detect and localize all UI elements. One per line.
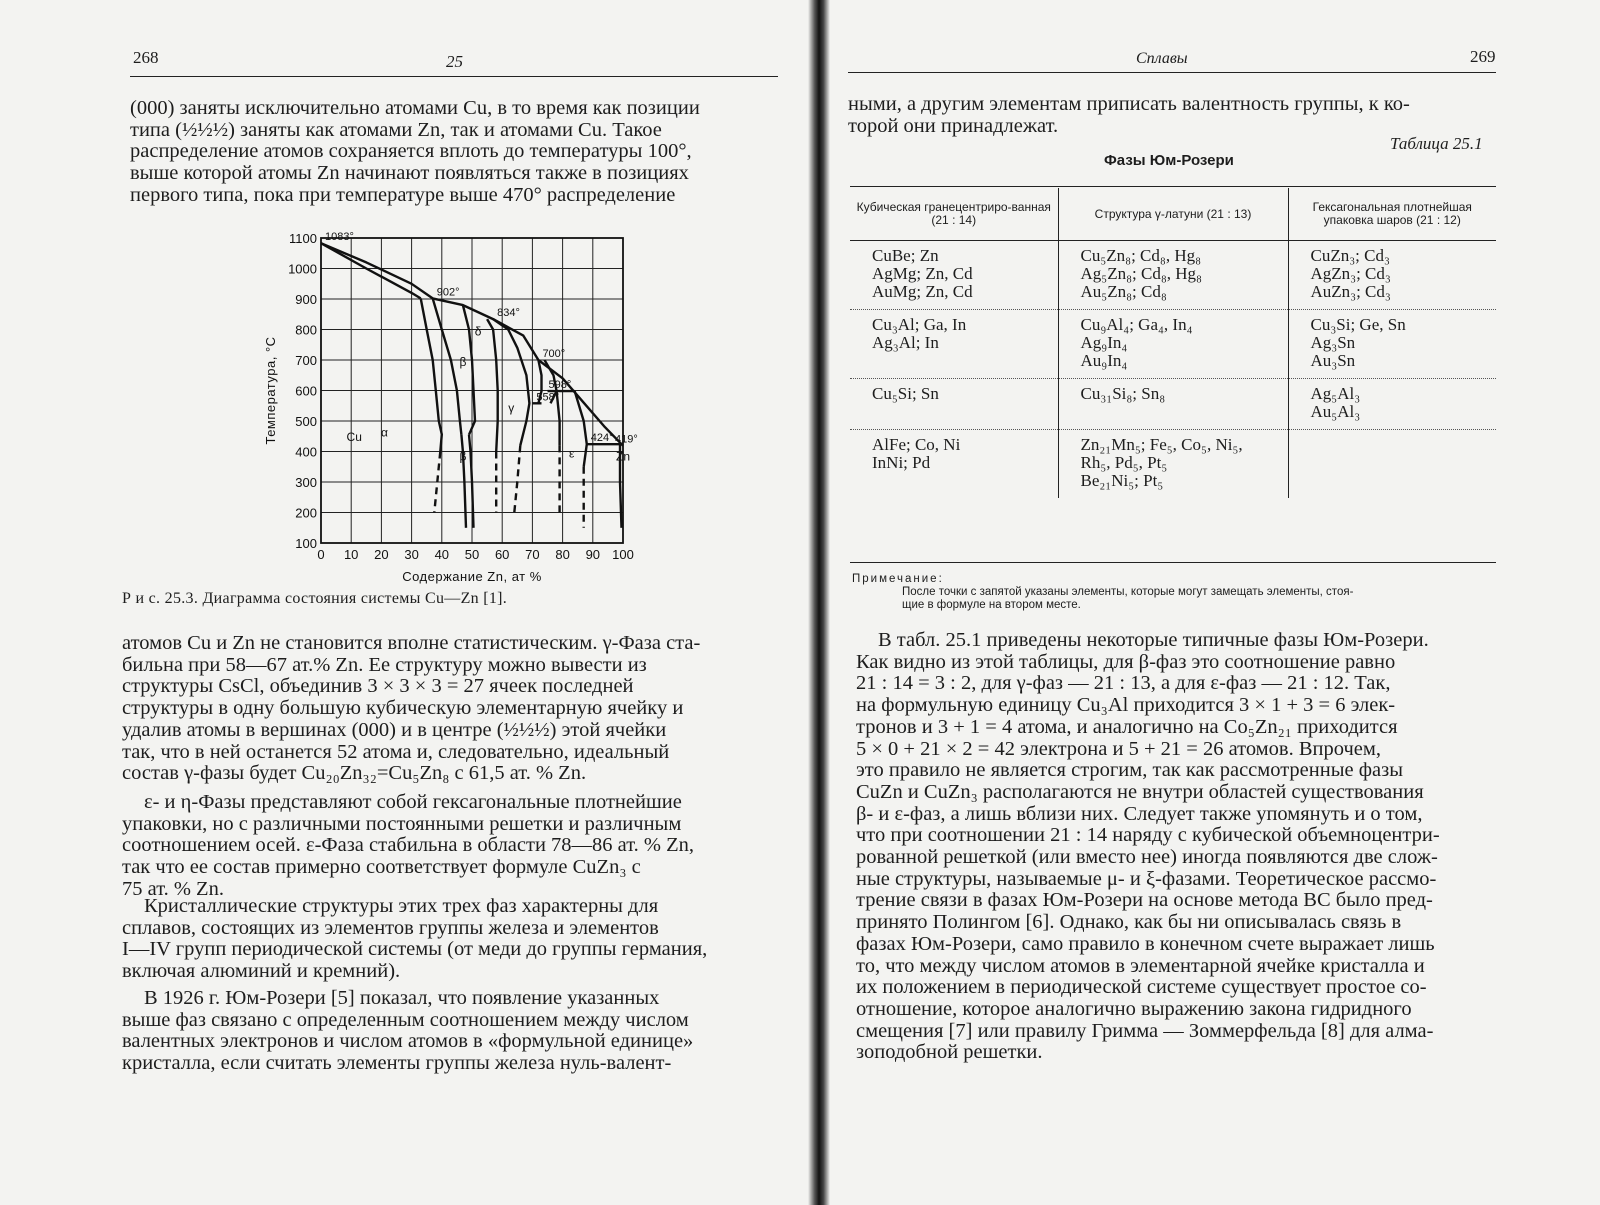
text-line: так что ее состав примерно соответствует формуле CuZn₃ с bbox=[122, 856, 641, 879]
text-line: на формульную единицу Cu₃Al приходится 3 × 1 + 3 = 6 элек- bbox=[856, 694, 1396, 717]
text-line: состав γ-фазы будет Cu₂₀Zn₃₂=Cu₅Zn₈ с 61,5 ат. % Zn. bbox=[122, 762, 587, 785]
left-paragraph bbox=[122, 988, 770, 1075]
formula: Au₃Sn bbox=[1310, 351, 1356, 370]
text-line: рованной решеткой (или вместо нее) иногда появляются две слож- bbox=[856, 846, 1438, 869]
page-number-right: 269 bbox=[1470, 47, 1496, 66]
chapter-number: 25 bbox=[446, 52, 463, 71]
text-line: CuZn и CuZn₃ располагаются не внутри областей существования bbox=[856, 780, 1424, 803]
formula: Ag₅Zn₈; Cd₈, Hg₈ bbox=[1080, 264, 1202, 283]
formula: InNi; Pd bbox=[872, 453, 931, 472]
table-note-line: После точки с запятой указаны элементы, которые могут замещать элементы, стоя- bbox=[902, 586, 1354, 598]
text-line: ные структуры, называемые μ- и ξ-фазами. Теоретическое рассмо- bbox=[856, 867, 1437, 890]
table-label: Таблица 25.1 bbox=[1390, 134, 1483, 153]
text-line: удалив атомы в вершинах (000) и в центре (½½½) этой ячейки bbox=[122, 718, 667, 741]
right-page bbox=[830, 0, 1600, 1205]
phase-boundary-gamma-right-dashed bbox=[514, 445, 520, 512]
text-line: отношение, которое аналогично выражению закона гидридного bbox=[856, 997, 1412, 1020]
phase-boundary-alpha-solidus bbox=[321, 243, 421, 298]
table-cell bbox=[1058, 310, 1288, 379]
left-paragraph bbox=[122, 792, 770, 901]
text-line: принято Полингом [6]. Однако, как бы ни описывалась связь в bbox=[856, 911, 1402, 934]
temperature-annotation: 700° bbox=[542, 348, 566, 360]
table-note-head: Примечание: bbox=[852, 573, 944, 585]
text-line: I—IV групп периодической системы (от меди до группы германия, bbox=[122, 938, 708, 961]
right-paragraph-bottom bbox=[856, 630, 1496, 1064]
x-tick-label: 0 bbox=[317, 547, 325, 562]
text-line: включая алюминий и кремний). bbox=[122, 960, 401, 983]
temperature-annotation: 598° bbox=[548, 379, 572, 392]
y-tick-label: 800 bbox=[295, 322, 317, 338]
table-header-gamma-brass: Структура γ-латуни (21 : 13) bbox=[1058, 188, 1288, 241]
table-note bbox=[852, 573, 1498, 612]
phase-label: β bbox=[459, 355, 467, 370]
right-paragraph-top bbox=[848, 94, 1496, 137]
table-cell bbox=[1288, 379, 1496, 430]
text-line: бильна при 58—67 ат.% Zn. Ее структуру можно вывести из bbox=[122, 653, 647, 676]
table-cell bbox=[850, 241, 1058, 310]
text-line: соотношением осей. ε-Фаза стабильна в области 78—86 ат. % Zn, bbox=[122, 834, 695, 857]
table-row bbox=[850, 430, 1496, 499]
text-line: Кристаллические структуры этих трех фаз характерны для bbox=[144, 895, 659, 917]
text-line: зоподобной решетки. bbox=[856, 1041, 1043, 1064]
x-tick-label: 70 bbox=[525, 547, 540, 562]
table-header-hcp: Гексагональная плотнейшая упаковка шаров (21 : 12) bbox=[1288, 188, 1496, 241]
text-line: структуры CsCl, объединив 3 × 3 × 3 = 27 ячеек последней bbox=[122, 675, 634, 698]
text-line: β- и ε-фаз, а лишь вблизи них. Следует также упомянуть и о том, bbox=[856, 802, 1423, 825]
formula: AgZn₃; Cd₃ bbox=[1310, 264, 1391, 283]
text-line: так, что в ней останется 52 атома и, следовательно, идеальный bbox=[122, 740, 670, 763]
hume-rothery-table bbox=[850, 188, 1496, 498]
formula: Au₉In₄ bbox=[1080, 351, 1128, 370]
text-line: первого типа, пока при температуре выше 470° распределение bbox=[130, 183, 676, 206]
y-tick-label: 200 bbox=[295, 505, 317, 521]
text-line: торой они принадлежат. bbox=[848, 114, 1059, 137]
x-tick-label: 80 bbox=[555, 547, 570, 562]
phase-boundary-gamma-left bbox=[487, 319, 498, 451]
y-tick-label: 1100 bbox=[289, 231, 317, 246]
table-row bbox=[850, 241, 1496, 310]
y-axis-label: Температура, °С bbox=[263, 336, 278, 445]
phase-diagram-cu-zn bbox=[255, 222, 655, 584]
text-line: валентных электронов и числом атомов в «формульной единице» bbox=[122, 1030, 694, 1053]
temperature-annotation: 1083° bbox=[325, 231, 354, 244]
formula: Cu₅Si; Sn bbox=[872, 384, 939, 403]
y-tick-label: 300 bbox=[295, 475, 317, 490]
text-line: типа (½½½) заняты как атомами Zn, так и атомами Cu. Такое bbox=[130, 118, 662, 141]
formula: Be₂₁Ni₅; Pt₅ bbox=[1080, 471, 1164, 490]
x-tick-label: 40 bbox=[434, 547, 450, 562]
formula: Au₅Zn₈; Cd₈ bbox=[1080, 282, 1167, 301]
text-line: ными, а другим элементам приписать валентность группы, к ко- bbox=[848, 93, 1410, 115]
formula: AlFe; Co, Ni bbox=[872, 435, 961, 454]
formula: Rh₅, Pd₅, Pt₅ bbox=[1080, 453, 1168, 472]
text-line: ε- и η-Фазы представляют собой гексагональные плотнейшие bbox=[144, 791, 682, 813]
text-line: трение связи в фазах Юм-Розери на основе метода ВС было пред- bbox=[856, 889, 1433, 912]
table-bottom-rule bbox=[850, 562, 1496, 563]
text-line: В табл. 25.1 приведены некоторые типичные фазы Юм-Розери. bbox=[878, 629, 1429, 651]
x-tick-label: 10 bbox=[343, 547, 359, 562]
book-gutter bbox=[808, 0, 830, 1205]
table-cell bbox=[1058, 379, 1288, 430]
figure-caption: Р и с. 25.3. Диаграмма состояния системы Cu—Zn [1]. bbox=[122, 590, 508, 607]
table-title: Фазы Юм-Розери bbox=[1104, 152, 1234, 169]
formula: Au₅Al₃ bbox=[1310, 402, 1361, 421]
table-cell bbox=[850, 430, 1058, 499]
table-cell bbox=[850, 310, 1058, 379]
text-line: атомов Cu и Zn не становится вполне статистическим. γ-Фаза ста- bbox=[122, 632, 701, 654]
text-line: это правило не является строгим, так как рассмотренные фазы bbox=[856, 759, 1403, 782]
page-number-left: 268 bbox=[133, 48, 159, 67]
phase-label: Cu bbox=[346, 429, 362, 444]
table-cell bbox=[1058, 241, 1288, 310]
x-tick-label: 50 bbox=[464, 547, 480, 562]
table-cell bbox=[850, 379, 1058, 430]
header-rule-right bbox=[848, 72, 1496, 73]
left-paragraph bbox=[122, 896, 770, 983]
temperature-annotation: 558° bbox=[536, 391, 560, 404]
formula: Ag₉In₄ bbox=[1080, 333, 1128, 352]
x-tick-label: 30 bbox=[404, 547, 419, 562]
table-header-fcc: Кубическая гранецентриро-ванная (21 : 14) bbox=[850, 188, 1058, 241]
y-tick-label: 1000 bbox=[288, 261, 317, 277]
x-tick-label: 100 bbox=[612, 547, 634, 562]
y-tick-label: 900 bbox=[295, 292, 317, 307]
table-note-line: щие в формуле на втором месте. bbox=[902, 599, 1081, 611]
formula: Cu₃₁Si₈; Sn₈ bbox=[1080, 384, 1166, 403]
phase-label: α bbox=[380, 425, 388, 440]
formula: CuZn₃; Cd₃ bbox=[1310, 246, 1390, 265]
formula: Cu₉Al₄; Ga₄, In₄ bbox=[1080, 315, 1193, 334]
temperature-annotation: 834° bbox=[497, 307, 520, 320]
y-tick-label: 100 bbox=[295, 536, 317, 551]
phase-label: γ bbox=[508, 400, 515, 415]
table-row bbox=[850, 310, 1496, 379]
text-line: (000) заняты исключительно атомами Cu, в то время как позиции bbox=[130, 97, 700, 119]
temperature-annotation: 419° bbox=[615, 433, 638, 446]
text-line: смещения [7] или правилу Гримма — Зоммерфельда [8] для алма- bbox=[856, 1019, 1434, 1042]
phase-label: β bbox=[459, 449, 467, 464]
formula: Cu₃Al; Ga, In bbox=[872, 315, 967, 334]
text-line: 5 × 0 + 21 × 2 = 42 электрона и 5 + 21 = 26 атомов. Впрочем, bbox=[856, 737, 1381, 760]
formula: AgMg; Zn, Cd bbox=[872, 264, 973, 283]
left-paragraph bbox=[122, 633, 770, 785]
formula: Cu₃Si; Ge, Sn bbox=[1310, 315, 1406, 334]
x-tick-label: 90 bbox=[585, 547, 601, 562]
formula: Ag₃Sn bbox=[1310, 333, 1356, 352]
text-line: сплавов, состоящих из элементов группы железа и элементов bbox=[122, 916, 659, 939]
text-line: что при соотношении 21 : 14 наряду с кубической объемноцентри- bbox=[856, 824, 1440, 847]
phase-label: Zn bbox=[615, 449, 631, 464]
table-top-rule bbox=[850, 186, 1496, 187]
table-cell bbox=[1058, 430, 1288, 499]
x-tick-label: 60 bbox=[494, 547, 510, 562]
text-line: упаковки, но с различными постоянными решетки и различным bbox=[122, 812, 682, 835]
text-line: 21 : 14 = 3 : 2, для γ-фаз — 21 : 13, а для ε-фаз — 21 : 12. Так, bbox=[856, 672, 1391, 695]
table-cell bbox=[1288, 310, 1496, 379]
text-line: фазах Юм-Розери, само правило в конечном счете выражает лишь bbox=[856, 932, 1435, 955]
phase-boundary-beta-right-low bbox=[469, 435, 474, 528]
y-tick-label: 700 bbox=[295, 353, 317, 368]
x-tick-label: 20 bbox=[374, 547, 389, 562]
formula: Zn₂₁Mn₅; Fe₅, Co₅, Ni₅, bbox=[1080, 435, 1243, 454]
text-line: выше фаз связано с определенным соотношением между числом bbox=[122, 1008, 689, 1031]
table-cell bbox=[1288, 430, 1496, 499]
text-line: их положением в периодической системе существует простое со- bbox=[856, 976, 1427, 999]
phase-boundary-beta-right bbox=[463, 305, 475, 435]
text-line: то, что между числом атомов в элементарной ячейке кристалла и bbox=[856, 954, 1425, 977]
formula: CuBe; Zn bbox=[872, 246, 939, 265]
text-line: структуры в одну большую кубическую элементарную ячейку и bbox=[122, 697, 684, 720]
text-line: В 1926 г. Юм-Розери [5] показал, что появление указанных bbox=[144, 987, 660, 1009]
formula: Cu₅Zn₈; Cd₈, Hg₈ bbox=[1080, 246, 1202, 265]
temperature-annotation: 902° bbox=[436, 286, 460, 299]
left-paragraph-top bbox=[130, 98, 778, 207]
formula: AuZn₃; Cd₃ bbox=[1310, 282, 1391, 301]
text-line: выше которой атомы Zn начинают появляться также в позициях bbox=[130, 162, 689, 185]
text-line: тронов и 3 + 1 = 4 атома, и аналогично на Co₅Zn₂₁ приходится bbox=[856, 715, 1398, 738]
table-cell bbox=[1288, 241, 1496, 310]
y-tick-label: 600 bbox=[295, 383, 317, 399]
formula: AuMg; Zn, Cd bbox=[872, 282, 973, 301]
table-row bbox=[850, 379, 1496, 430]
x-axis-label: Содержание Zn, ат % bbox=[402, 569, 542, 584]
header-rule-left bbox=[130, 76, 778, 77]
text-line: Как видно из этой таблицы, для β-фаз это соотношение равно bbox=[856, 650, 1396, 673]
temperature-annotation: 424° bbox=[590, 432, 614, 445]
y-tick-label: 400 bbox=[295, 444, 317, 460]
running-head: Сплавы bbox=[1136, 50, 1188, 67]
formula: Ag₅Al₃ bbox=[1310, 384, 1361, 403]
text-line: распределение атомов сохраняется вплоть до температуры 100°, bbox=[130, 140, 692, 163]
phase-label: ε bbox=[568, 446, 575, 461]
formula: Ag₃Al; In bbox=[872, 333, 939, 352]
phase-label: δ bbox=[474, 324, 482, 339]
text-line: кристалла, если считать элементы группы железа нуль-валент- bbox=[122, 1052, 672, 1075]
text-line: 75 ат. % Zn. bbox=[122, 877, 224, 900]
y-tick-label: 500 bbox=[295, 414, 317, 429]
